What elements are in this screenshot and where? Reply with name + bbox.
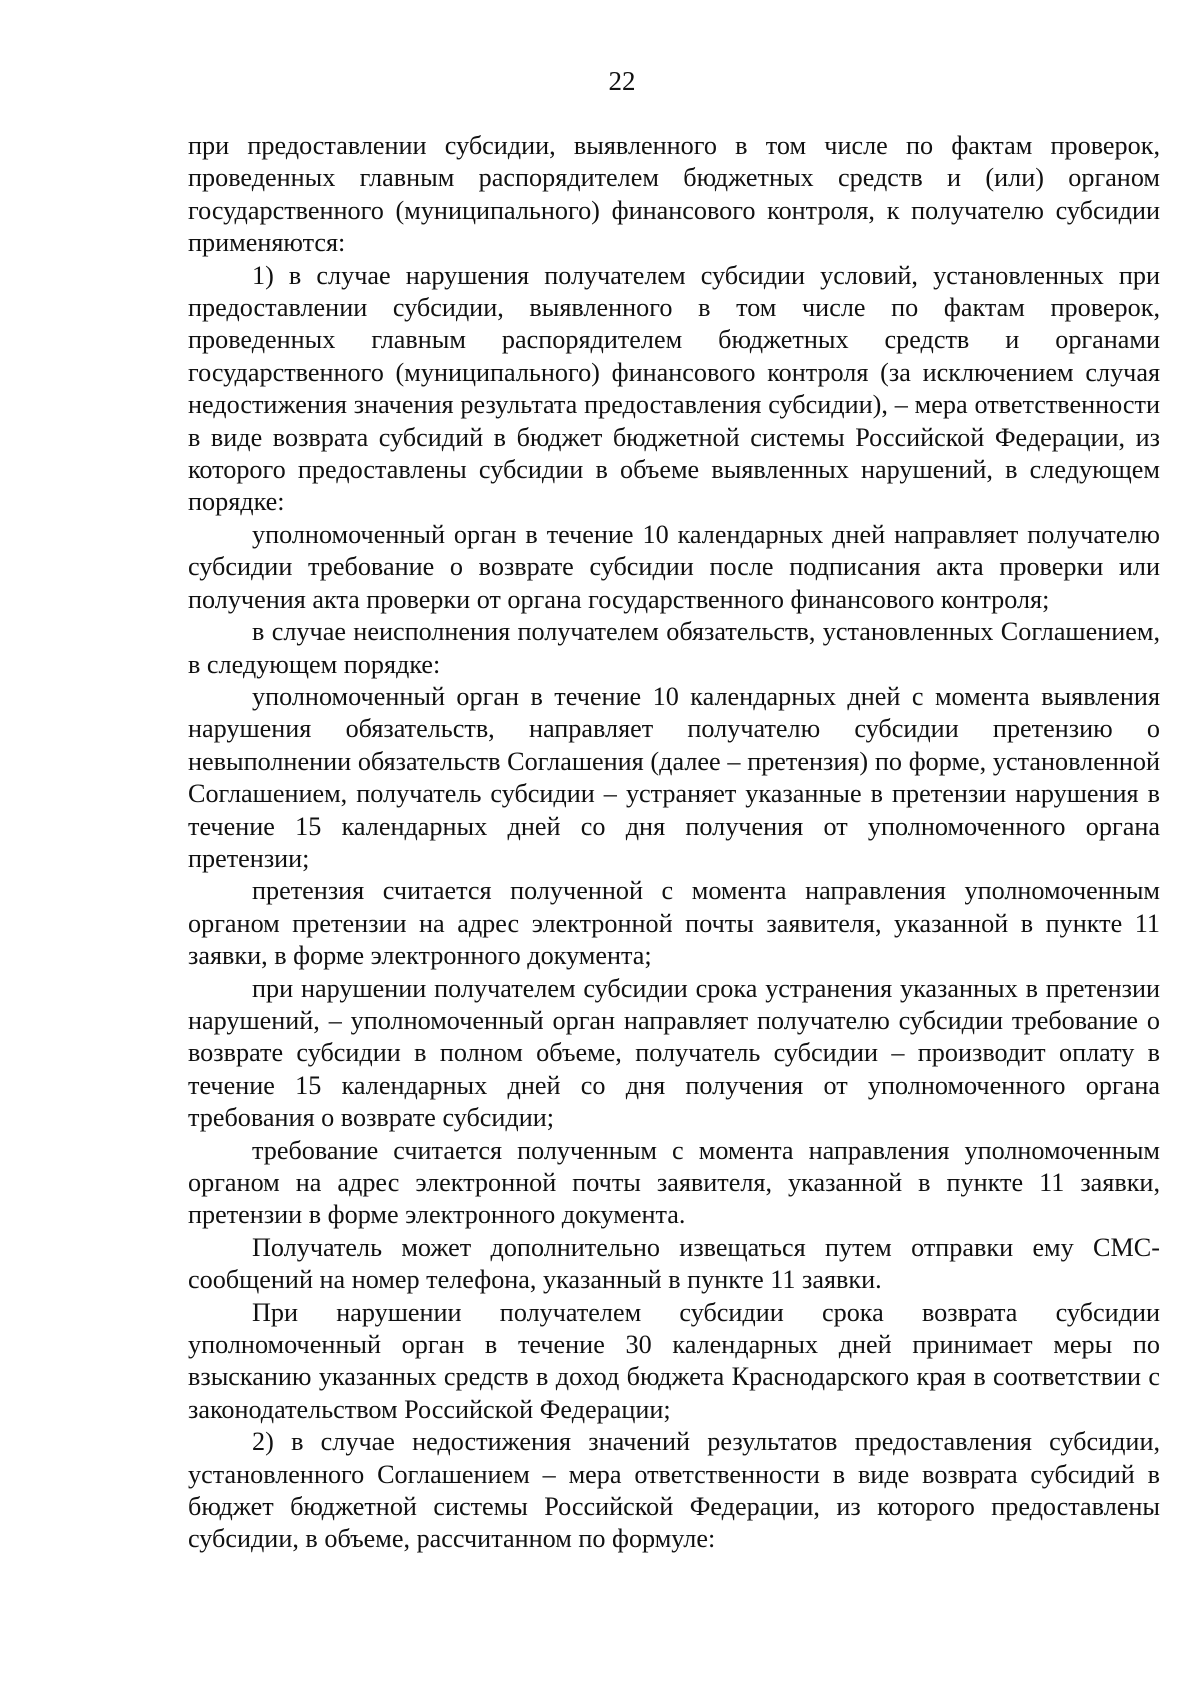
paragraph-return-demand: уполномоченный орган в течение 10 календарных дней направляет получателю субсидии требование о возврате субсидии после подписания акта проверки или получения акта проверки от органа государственного финансового контроля; xyxy=(188,519,1160,614)
paragraph-item-2: 2) в случае недостижения значений результатов предоставления субсидии, установленного Соглашением – мера ответственности в виде возврата субсидий в бюджет бюджетной системы Российской Федерации, из которого предоставлены субсидии, в объеме, рассчитанном по формуле: xyxy=(188,1427,1160,1554)
document-body xyxy=(188,130,1160,1556)
paragraph-sms-notice: Получатель может дополнительно извещаться путем отправки ему СМС-сообщений на номер телефона, указанный в пункте 11 заявки. xyxy=(188,1232,1160,1295)
paragraph-recovery-measures: При нарушении получателем субсидии срока возврата субсидии уполномоченный орган в течение 30 календарных дней принимает меры по взысканию указанных средств в доход бюджета Краснодарского края в соответствии с законодательством Российской Федерации; xyxy=(188,1297,1160,1424)
page-number: 22 xyxy=(608,66,636,96)
paragraph-non-fulfillment: в случае неисполнения получателем обязательств, установленных Соглашением, в следующем порядке: xyxy=(188,617,1160,679)
paragraph-claim-received: претензия считается полученной с момента направления уполномоченным органом претензии на адрес электронной почты заявителя, указанной в пункте 11 заявки, в форме электронного документа; xyxy=(188,876,1160,971)
paragraph-claim-procedure: уполномоченный орган в течение 10 календарных дней с момента выявления нарушения обязательств, направляет получателю субсидии претензию о невыполнении обязательств Соглашения (далее – претензия) по форме, установленной Соглашением, получатель субсидии – устраняет указанные в претензии нарушения в течение 15 календарных дней со дня получения от уполномоченного органа претензии; xyxy=(188,681,1160,873)
paragraph-intro-continuation: при предоставлении субсидии, выявленного в том числе по фактам проверок, проведенных главным распорядителем бюджетных средств и (или) органом государственного (муниципального) финансового контроля, к получателю субсидии применяются: xyxy=(188,131,1160,258)
paragraph-item-1: 1) в случае нарушения получателем субсидии условий, установленных при предоставлении субсидии, выявленного в том числе по фактам проверок, проведенных главным распорядителем бюджетных средств и органами государственного (муниципального) финансового контроля (за исключением случая недостижения значения результата предоставления субсидии), – мера ответственности в виде возврата субсидий в бюджет бюджетной системы Российской Федерации, из которого предоставлены субсидии в объеме выявленных нарушений, в следующем порядке: xyxy=(188,260,1160,517)
paragraph-deadline-violation: при нарушении получателем субсидии срока устранения указанных в претензии нарушений, – уполномоченный орган направляет получателю субсидии требование о возврате субсидии в полном объеме, получатель субсидии – производит оплату в течение 15 календарных дней со дня получения от уполномоченного органа требования о возврате субсидии; xyxy=(188,973,1160,1133)
paragraph-demand-received: требование считается полученным с момента направления уполномоченным органом на адрес электронной почты заявителя, указанной в пункте 11 заявки, претензии в форме электронного документа. xyxy=(188,1135,1160,1230)
